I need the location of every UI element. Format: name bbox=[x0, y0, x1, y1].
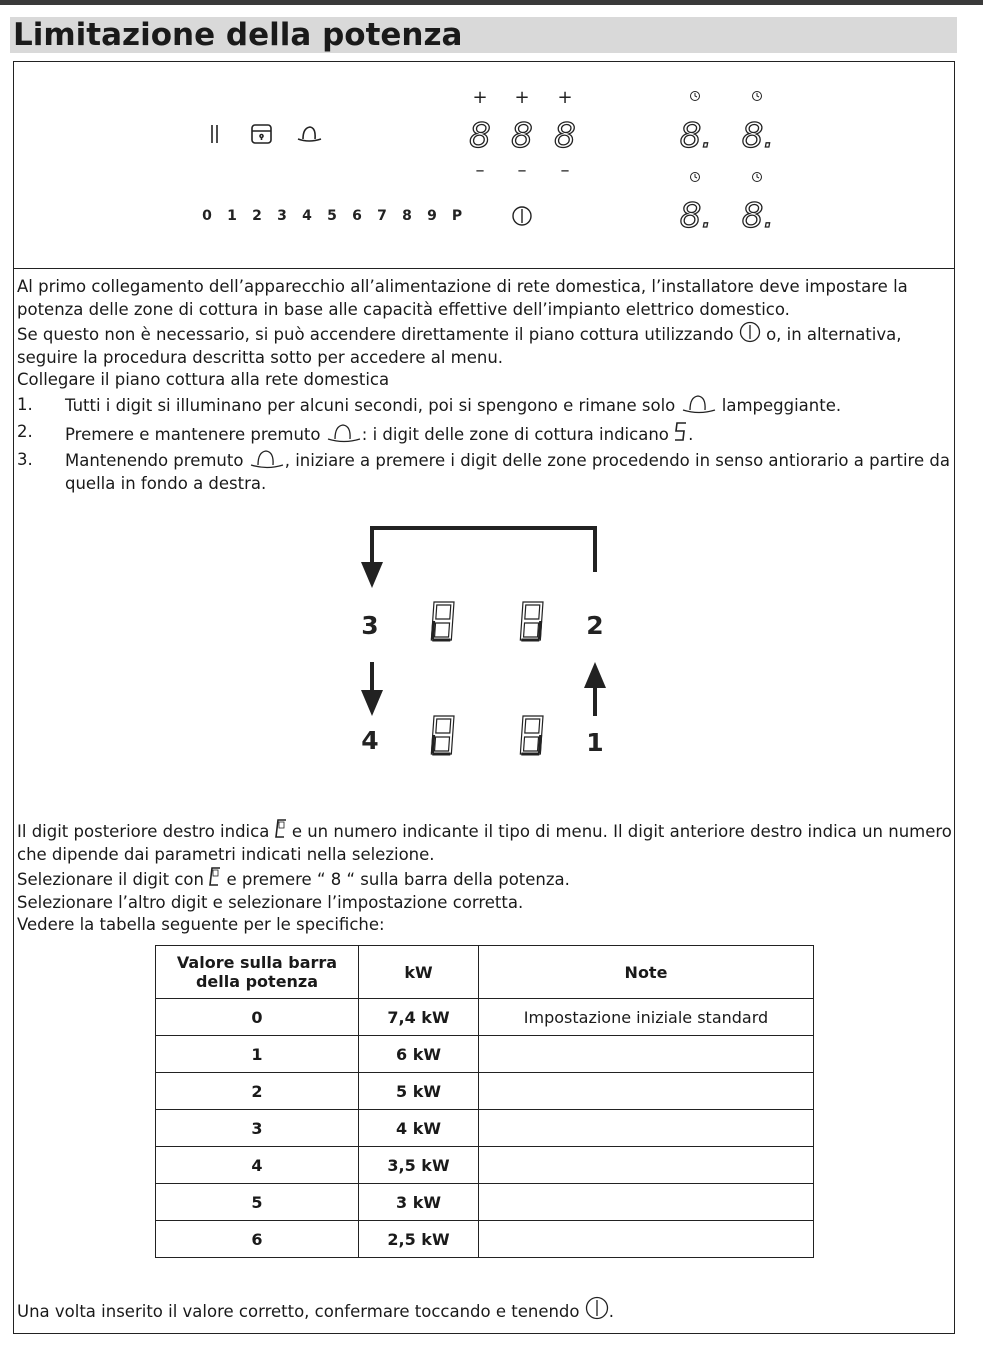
table-cell bbox=[479, 1147, 814, 1184]
segment-c-glyph bbox=[275, 818, 287, 840]
table-cell bbox=[479, 1221, 814, 1258]
step-3 bbox=[17, 449, 952, 495]
table-row bbox=[156, 1073, 814, 1110]
table-cell: 1 bbox=[156, 1036, 359, 1073]
table-cell: 3 kW bbox=[359, 1184, 479, 1221]
table-cell: 3 bbox=[156, 1110, 359, 1147]
table-cell: 4 bbox=[156, 1147, 359, 1184]
menu-paragraph-2 bbox=[17, 866, 952, 892]
table-cell: 5 bbox=[156, 1184, 359, 1221]
pause-icon bbox=[212, 125, 217, 143]
table-header-row bbox=[156, 946, 814, 999]
segment-digit bbox=[431, 602, 454, 640]
table-row bbox=[156, 999, 814, 1036]
timer-digit-3: 8. bbox=[679, 196, 713, 236]
final-text: Una volta inserito il valore corretto, confermare toccando e tenendo bbox=[17, 1302, 580, 1321]
intro-paragraph-1: Al primo collegamento dell’apparecchio all’alimentazione di rete domestica, l’installatore deve impostare la potenza delle zone di cottura in base alle capacità effettive dell’impianto elettrico domestico. bbox=[17, 277, 908, 319]
power-table bbox=[155, 945, 814, 1258]
step-number: 3. bbox=[17, 450, 33, 469]
table-cell: 2,5 kW bbox=[359, 1221, 479, 1258]
step-number: 1. bbox=[17, 395, 33, 414]
column-header: Valore sulla barra della potenza bbox=[156, 946, 359, 999]
table-row bbox=[156, 1184, 814, 1221]
arrow-down-icon bbox=[361, 690, 383, 716]
plus-sign-1: + bbox=[472, 87, 488, 108]
power-level-9: 9 bbox=[427, 208, 437, 224]
menu-instructions bbox=[17, 818, 952, 937]
power-level-2: 2 bbox=[252, 208, 262, 224]
step-text: : i digit delle zone di cottura indicano bbox=[361, 424, 669, 444]
step-1 bbox=[17, 394, 952, 418]
page-title: Limitazione della potenza bbox=[13, 17, 463, 53]
power-level-4: 4 bbox=[302, 208, 312, 224]
minus-sign-3: – bbox=[560, 160, 570, 181]
segment-s-glyph bbox=[674, 421, 688, 443]
timer-digit-1: 8. bbox=[679, 116, 713, 156]
step-2 bbox=[17, 421, 952, 447]
table-cell: 3,5 kW bbox=[359, 1147, 479, 1184]
power-icon bbox=[513, 207, 531, 225]
arrow-up-icon bbox=[584, 662, 606, 688]
table-cell bbox=[479, 1184, 814, 1221]
menu-p2-before: Selezionare il digit con bbox=[17, 870, 204, 889]
segment-digit bbox=[520, 716, 543, 754]
power-level-0: 0 bbox=[202, 208, 212, 224]
table-row bbox=[156, 1147, 814, 1184]
power-level-3: 3 bbox=[277, 208, 287, 224]
menu-paragraph-4: Vedere la tabella seguente per le specifiche: bbox=[17, 915, 385, 934]
menu-p1-before: Il digit posteriore destro indica bbox=[17, 822, 270, 841]
intro-p2-after: o, in alternativa, seguire la procedura descritta sotto per accedere al menu. bbox=[17, 325, 902, 367]
panel-divider bbox=[13, 268, 955, 269]
menu-paragraph-3: Selezionare l’altro digit e selezionare l’impostazione corretta. bbox=[17, 892, 524, 912]
boost-icon bbox=[249, 449, 285, 469]
zone-label-4: 4 bbox=[361, 726, 379, 755]
segment-digit bbox=[431, 716, 454, 754]
zone-digit-2: 8 bbox=[511, 116, 533, 156]
power-level-6: 6 bbox=[352, 208, 362, 224]
intro-text bbox=[17, 276, 952, 392]
table-cell: 6 bbox=[156, 1221, 359, 1258]
final-instruction bbox=[17, 1296, 614, 1323]
table-cell: 4 kW bbox=[359, 1110, 479, 1147]
step-text: . bbox=[688, 424, 694, 444]
table-cell: Impostazione iniziale standard bbox=[479, 999, 814, 1036]
plus-sign-3: + bbox=[557, 87, 573, 108]
timer-digit-4: 8. bbox=[741, 196, 775, 236]
steps-list bbox=[17, 394, 952, 498]
control-panel-illustration bbox=[14, 62, 954, 267]
step-number: 2. bbox=[17, 421, 33, 441]
timer-digit-2: 8. bbox=[741, 116, 775, 156]
power-icon bbox=[585, 1296, 609, 1320]
zone-label-1: 1 bbox=[586, 728, 604, 757]
column-header: Note bbox=[479, 946, 814, 999]
power-level-5: 5 bbox=[327, 208, 337, 224]
table-cell: 5 kW bbox=[359, 1073, 479, 1110]
step-text: , iniziare a premere i digit delle zone procedendo in senso antiorario a partire da quella in fondo a destra. bbox=[65, 451, 950, 493]
menu-p1-after: e un numero indicante il tipo di menu. Il digit anteriore destro indica un numero che dipende dai parametri indicati nella selezione. bbox=[17, 822, 952, 864]
lock-icon bbox=[252, 125, 271, 143]
step-text: Mantenendo premuto bbox=[65, 451, 244, 470]
step-text: lampeggiante. bbox=[721, 396, 842, 415]
zone-order-diagram bbox=[345, 520, 625, 760]
plus-sign-2: + bbox=[514, 87, 530, 108]
intro-paragraph-2 bbox=[17, 321, 952, 369]
table-cell: 0 bbox=[156, 999, 359, 1036]
table-row bbox=[156, 1036, 814, 1073]
step-text: Premere e mantenere premuto bbox=[65, 424, 321, 444]
boost-icon bbox=[298, 127, 321, 141]
table-cell bbox=[479, 1073, 814, 1110]
menu-p2-after: e premere “ 8 “ sulla barra della potenza. bbox=[226, 870, 570, 889]
power-level-1: 1 bbox=[227, 208, 237, 224]
table-cell bbox=[479, 1110, 814, 1147]
power-level-P: P bbox=[451, 208, 463, 224]
table-cell bbox=[479, 1036, 814, 1073]
clock-icon-2 bbox=[753, 92, 762, 101]
intro-paragraph-3: Collegare il piano cottura alla rete domestica bbox=[17, 370, 390, 389]
clock-icon-3 bbox=[691, 173, 700, 182]
minus-sign-2: – bbox=[517, 160, 527, 181]
clock-icon-4 bbox=[753, 173, 762, 182]
table-cell: 6 kW bbox=[359, 1036, 479, 1073]
table-row bbox=[156, 1110, 814, 1147]
table-cell: 7,4 kW bbox=[359, 999, 479, 1036]
zone-digits bbox=[431, 602, 543, 754]
menu-paragraph-1 bbox=[17, 818, 952, 866]
table-cell: 2 bbox=[156, 1073, 359, 1110]
table-row bbox=[156, 1221, 814, 1258]
clock-icon-1 bbox=[691, 92, 700, 101]
minus-sign-1: – bbox=[475, 160, 485, 181]
power-level-8: 8 bbox=[402, 208, 412, 224]
column-header: kW bbox=[359, 946, 479, 999]
boost-icon bbox=[681, 394, 717, 414]
step-text: Tutti i digit si illuminano per alcuni secondi, poi si spengono e rimane solo bbox=[65, 396, 676, 415]
top-bar bbox=[0, 0, 983, 5]
power-level-7: 7 bbox=[377, 208, 387, 224]
bracket-line bbox=[372, 528, 595, 572]
segment-c-glyph bbox=[209, 866, 221, 888]
zone-label-2: 2 bbox=[586, 611, 604, 640]
power-icon bbox=[739, 321, 761, 343]
final-text: . bbox=[608, 1302, 614, 1321]
segment-digit bbox=[520, 602, 543, 640]
zone-label-3: 3 bbox=[361, 611, 379, 640]
boost-icon bbox=[326, 423, 362, 443]
zone-digit-1: 8 bbox=[469, 116, 491, 156]
arrow-down-icon bbox=[361, 562, 383, 588]
zone-digit-3: 8 bbox=[554, 116, 576, 156]
intro-p2-before: Se questo non è necessario, si può accendere direttamente il piano cottura utilizzando bbox=[17, 325, 734, 344]
